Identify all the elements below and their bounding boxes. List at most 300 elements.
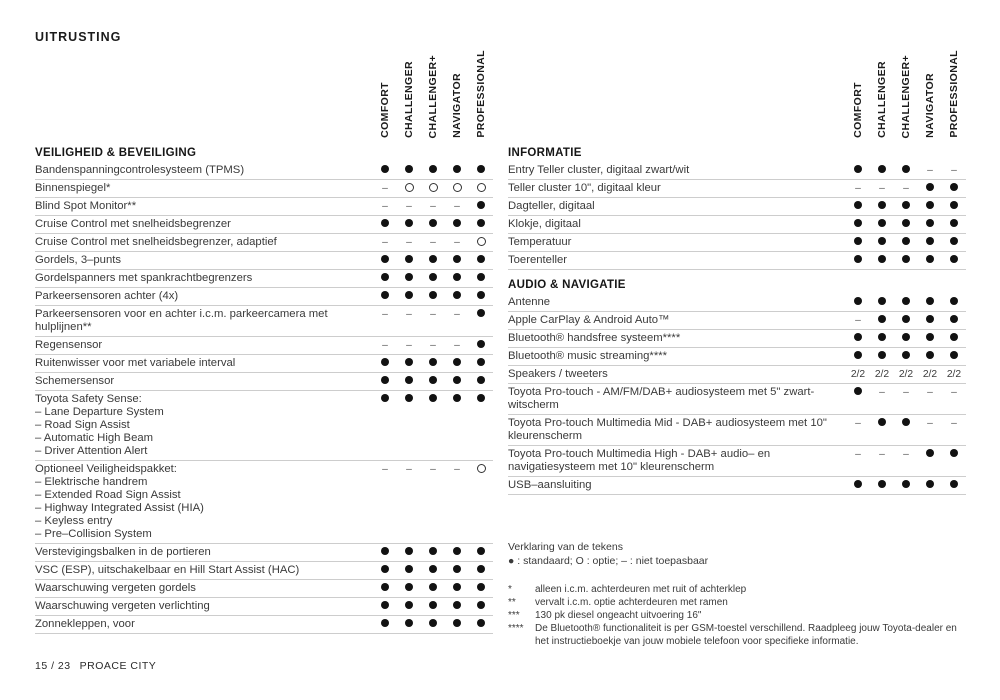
standard-dot-icon [405,394,413,402]
value-cell [445,375,469,388]
feature-row [508,415,966,446]
feature-label [35,375,373,388]
value-cell [846,218,870,231]
value-cell [870,200,894,213]
grade-label: NAVIGATOR [924,73,936,138]
value-cell [373,218,397,231]
standard-dot-icon [405,273,413,281]
standard-dot-icon [902,297,910,305]
option-circle-icon [477,183,486,192]
standard-dot-icon [429,273,437,281]
value-cell [942,218,966,231]
value-cell [445,600,469,613]
not-applicable-dash: – [855,418,861,429]
not-applicable-dash: – [430,237,436,248]
feature-label-text: Optioneel Veiligheidspakket: [35,463,177,475]
standard-dot-icon [381,255,389,263]
feature-label-text: Toyota Pro-touch Multimedia High - DAB+ audio– en navigatiesysteem met 10" kleurenscherm [508,448,771,473]
value-cell [942,296,966,309]
value-cell [870,332,894,345]
value-cell [942,314,966,327]
value-cell [846,296,870,309]
standard-dot-icon [878,480,886,488]
grade-label: PROFESSIONAL [948,50,960,138]
value-cell [421,546,445,559]
value-cell [469,290,493,303]
value-text: 2/2 [922,369,938,380]
value-cell [918,254,942,267]
standard-dot-icon [381,219,389,227]
value-cell [894,218,918,231]
value-cell [918,314,942,327]
standard-dot-icon [477,376,485,384]
standard-dot-icon [429,565,437,573]
value-cell [421,290,445,303]
option-circle-icon [477,237,486,246]
feature-label-text: Blind Spot Monitor** [35,200,137,212]
feature-row [508,384,966,415]
feature-label-text: Waarschuwing vergeten verlichting [35,600,210,612]
feature-row [35,180,493,198]
feature-label-text: Toyota Pro-touch - AM/FM/DAB+ audiosysteem met 5" zwart-witscherm [508,386,815,411]
feature-label-text: Apple CarPlay & Android Auto™ [508,314,670,326]
feature-row [508,348,966,366]
standard-dot-icon [902,418,910,426]
value-cell [894,200,918,213]
value-cell [870,236,894,249]
standard-dot-icon [429,255,437,263]
value-cell [469,618,493,631]
standard-dot-icon [453,291,461,299]
feature-label-text: Temperatuur [508,236,572,248]
standard-dot-icon [405,291,413,299]
standard-dot-icon [926,315,934,323]
value-cell [469,582,493,595]
standard-dot-icon [429,358,437,366]
feature-label [508,350,846,363]
standard-dot-icon [854,255,862,263]
not-applicable-dash: – [927,165,933,176]
feature-sub-line: – Keyless entry [35,515,113,527]
standard-dot-icon [926,333,934,341]
grade-column-header [870,61,894,138]
feature-label-text: Dagteller, digitaal [508,200,595,212]
feature-label [508,314,846,327]
standard-dot-icon [950,255,958,263]
value-cell [469,339,493,352]
value-cell [421,393,445,458]
standard-dot-icon [878,165,886,173]
value-cell [469,357,493,370]
footnote [508,583,966,596]
option-circle-icon [477,464,486,473]
feature-label-text: Cruise Control met snelheidsbegrenzer, adaptief [35,236,277,248]
standard-dot-icon [950,315,958,323]
value-cell [397,182,421,195]
value-cell [469,546,493,559]
standard-dot-icon [950,237,958,245]
standard-dot-icon [405,255,413,263]
feature-row [35,373,493,391]
feature-row [35,598,493,616]
not-applicable-dash: – [879,387,885,398]
value-cell [421,164,445,177]
standard-dot-icon [878,297,886,305]
not-applicable-dash: – [406,201,412,212]
feature-row [35,270,493,288]
standard-dot-icon [405,583,413,591]
standard-dot-icon [878,418,886,426]
value-cell [397,272,421,285]
feature-row [35,391,493,461]
feature-label-text: Toerenteller [508,254,568,266]
not-applicable-dash: – [454,201,460,212]
feature-label-text: VSC (ESP), uitschakelbaar en Hill Start Assist (HAC) [35,564,300,576]
value-cell [942,254,966,267]
not-applicable-dash: – [406,464,412,475]
standard-dot-icon [453,219,461,227]
standard-dot-icon [405,358,413,366]
footnote-symbol: *** [508,610,520,621]
value-cell [445,290,469,303]
standard-dot-icon [902,315,910,323]
not-applicable-dash: – [382,309,388,320]
standard-dot-icon [477,273,485,281]
standard-dot-icon [926,237,934,245]
grade-column-header [373,82,397,138]
legend-symbols-line: ● : standaard; O : optie; – : niet toepasbaar [508,555,709,567]
grade-label: COMFORT [852,82,864,138]
legend-heading: Verklaring van de tekens [508,541,623,553]
feature-row [508,162,966,180]
value-cell [918,350,942,363]
not-applicable-dash: – [879,449,885,460]
feature-label-text: Antenne [508,296,551,308]
standard-dot-icon [950,183,958,191]
not-applicable-dash: – [406,237,412,248]
value-cell [445,582,469,595]
standard-dot-icon [878,315,886,323]
value-cell [397,564,421,577]
feature-label [35,254,373,267]
not-applicable-dash: – [382,201,388,212]
value-cell [445,272,469,285]
feature-label [508,479,846,492]
value-cell [918,200,942,213]
feature-label [508,200,846,213]
value-cell [445,564,469,577]
value-cell [469,463,493,541]
standard-dot-icon [477,340,485,348]
feature-label [508,164,846,177]
value-cell [469,218,493,231]
feature-row [35,337,493,355]
standard-dot-icon [878,351,886,359]
not-applicable-dash: – [855,449,861,460]
standard-dot-icon [902,165,910,173]
standard-dot-icon [453,583,461,591]
section-title: VEILIGHEID & BEVEILIGING [35,147,197,159]
feature-label [35,393,373,458]
not-applicable-dash: – [382,464,388,475]
value-cell [870,479,894,492]
value-cell [918,296,942,309]
value-cell [421,272,445,285]
value-cell [421,254,445,267]
feature-label-text: Klokje, digitaal [508,218,581,230]
standard-dot-icon [926,351,934,359]
footnote [508,596,966,609]
feature-label-text: Speakers / tweeters [508,368,608,380]
feature-row [508,180,966,198]
feature-label-text: Gordelspanners met spankrachtbegrenzers [35,272,253,284]
standard-dot-icon [878,201,886,209]
feature-label [35,290,373,303]
feature-label [35,357,373,370]
value-cell [469,564,493,577]
feature-sub-line: – Automatic High Beam [35,432,154,444]
footnote-text: vervalt i.c.m. optie achterdeuren met ramen [535,597,728,608]
value-cell [397,600,421,613]
feature-row [35,461,493,544]
standard-dot-icon [854,333,862,341]
standard-dot-icon [477,583,485,591]
feature-label [35,618,373,631]
feature-label-text: Regensensor [35,339,103,351]
standard-dot-icon [477,565,485,573]
value-cell [469,254,493,267]
grade-label: CHALLENGER [403,61,415,138]
feature-label-text: Teller cluster 10", digitaal kleur [508,182,661,194]
grade-column-header [469,50,493,138]
grade-header-row [35,48,493,138]
value-cell [373,618,397,631]
value-cell [445,182,469,195]
page-title: UITRUSTING [35,30,122,44]
standard-dot-icon [429,165,437,173]
value-cell [469,375,493,388]
standard-dot-icon [926,219,934,227]
standard-dot-icon [477,309,485,317]
standard-dot-icon [453,619,461,627]
footnote-text: alleen i.c.m. achterdeuren met ruit of achterklep [535,584,747,595]
value-cell [445,218,469,231]
value-cell [918,479,942,492]
value-cell [894,236,918,249]
feature-row [35,562,493,580]
standard-dot-icon [381,273,389,281]
grade-label: PROFESSIONAL [475,50,487,138]
standard-dot-icon [381,601,389,609]
standard-dot-icon [926,255,934,263]
not-applicable-dash: – [430,464,436,475]
grade-column-header [942,50,966,138]
value-cell [918,236,942,249]
feature-label [508,218,846,231]
grade-label: CHALLENGER [876,61,888,138]
standard-dot-icon [453,358,461,366]
right-equipment-table [508,48,966,495]
standard-dot-icon [429,376,437,384]
standard-dot-icon [405,547,413,555]
standard-dot-icon [453,565,461,573]
feature-row [35,234,493,252]
value-cell [373,357,397,370]
footnote-symbol: ** [508,597,516,608]
footnote-text: 130 pk diesel ongeacht uitvoering 16" [535,610,702,621]
standard-dot-icon [429,601,437,609]
value-cell [445,357,469,370]
value-cell [846,200,870,213]
value-cell [846,350,870,363]
feature-sub-line: – Lane Departure System [35,406,164,418]
standard-dot-icon [477,291,485,299]
standard-dot-icon [926,480,934,488]
feature-sub-line: – Pre–Collision System [35,528,152,540]
option-circle-icon [429,183,438,192]
standard-dot-icon [926,449,934,457]
standard-dot-icon [902,201,910,209]
standard-dot-icon [854,165,862,173]
standard-dot-icon [405,601,413,609]
value-cell [397,393,421,458]
standard-dot-icon [405,565,413,573]
feature-label [508,417,846,443]
feature-sub-line: – Elektrische handrem [35,476,148,488]
standard-dot-icon [950,351,958,359]
value-cell [421,600,445,613]
value-cell [894,350,918,363]
feature-row [508,477,966,495]
value-cell [421,218,445,231]
feature-label [508,448,846,474]
footnotes [508,583,966,648]
standard-dot-icon [381,547,389,555]
value-cell [373,393,397,458]
feature-row [508,216,966,234]
feature-row [35,198,493,216]
value-cell [397,546,421,559]
feature-sub-line: – Highway Integrated Assist (HIA) [35,502,204,514]
value-cell [445,618,469,631]
content-columns [35,44,966,648]
standard-dot-icon [878,255,886,263]
feature-sub-line: – Road Sign Assist [35,419,130,431]
standard-dot-icon [453,255,461,263]
standard-dot-icon [477,219,485,227]
not-applicable-dash: – [855,183,861,194]
standard-dot-icon [381,394,389,402]
model-name: PROACE CITY [79,660,157,672]
standard-dot-icon [477,201,485,209]
feature-label [35,308,373,334]
feature-label-text: Gordels, 3–punts [35,254,122,266]
value-cell [942,200,966,213]
feature-label [508,254,846,267]
value-cell [846,386,870,412]
standard-dot-icon [854,387,862,395]
standard-dot-icon [453,601,461,609]
standard-dot-icon [926,297,934,305]
value-cell [846,479,870,492]
standard-dot-icon [950,219,958,227]
feature-label-text: Parkeersensoren voor en achter i.c.m. parkeercamera met hulplijnen** [35,308,328,333]
feature-row [508,198,966,216]
value-cell [469,182,493,195]
value-cell [445,546,469,559]
standard-dot-icon [950,201,958,209]
not-applicable-dash: – [430,309,436,320]
standard-dot-icon [926,183,934,191]
value-cell [894,254,918,267]
standard-dot-icon [429,547,437,555]
value-cell [870,417,894,443]
not-applicable-dash: – [454,340,460,351]
standard-dot-icon [477,165,485,173]
not-applicable-dash: – [406,340,412,351]
value-cell [469,164,493,177]
feature-label [508,296,846,309]
value-cell [469,200,493,213]
standard-dot-icon [878,219,886,227]
not-applicable-dash: – [406,309,412,320]
value-cell [373,254,397,267]
not-applicable-dash: – [927,418,933,429]
feature-label [35,339,373,352]
feature-label-text: Bluetooth® handsfree systeem**** [508,332,681,344]
not-applicable-dash: – [855,315,861,326]
standard-dot-icon [854,237,862,245]
option-circle-icon [405,183,414,192]
standard-dot-icon [854,480,862,488]
grade-label: NAVIGATOR [451,73,463,138]
value-cell [421,582,445,595]
value-cell [870,164,894,177]
standard-dot-icon [902,237,910,245]
standard-dot-icon [381,619,389,627]
feature-row [508,294,966,312]
value-text: 2/2 [874,369,890,380]
not-applicable-dash: – [903,449,909,460]
left-equipment-table [35,44,493,648]
feature-label [35,272,373,285]
footnote [508,622,966,648]
standard-dot-icon [453,376,461,384]
value-cell [445,254,469,267]
value-cell [373,600,397,613]
feature-label-text: Entry Teller cluster, digitaal zwart/wit [508,164,690,176]
not-applicable-dash: – [454,309,460,320]
grade-column-header [918,73,942,138]
value-cell [397,582,421,595]
value-cell [373,546,397,559]
not-applicable-dash: – [879,183,885,194]
value-cell [894,479,918,492]
feature-label-text: Verstevigingsbalken in de portieren [35,546,211,558]
value-cell [894,296,918,309]
grade-column-header [421,55,445,138]
feature-label [35,600,373,613]
grade-label: COMFORT [379,82,391,138]
standard-dot-icon [477,255,485,263]
value-cell [894,164,918,177]
standard-dot-icon [453,165,461,173]
value-cell [373,564,397,577]
feature-label-text: USB–aansluiting [508,479,592,491]
feature-row [35,216,493,234]
feature-label-text: Binnenspiegel* [35,182,111,194]
value-cell [870,254,894,267]
